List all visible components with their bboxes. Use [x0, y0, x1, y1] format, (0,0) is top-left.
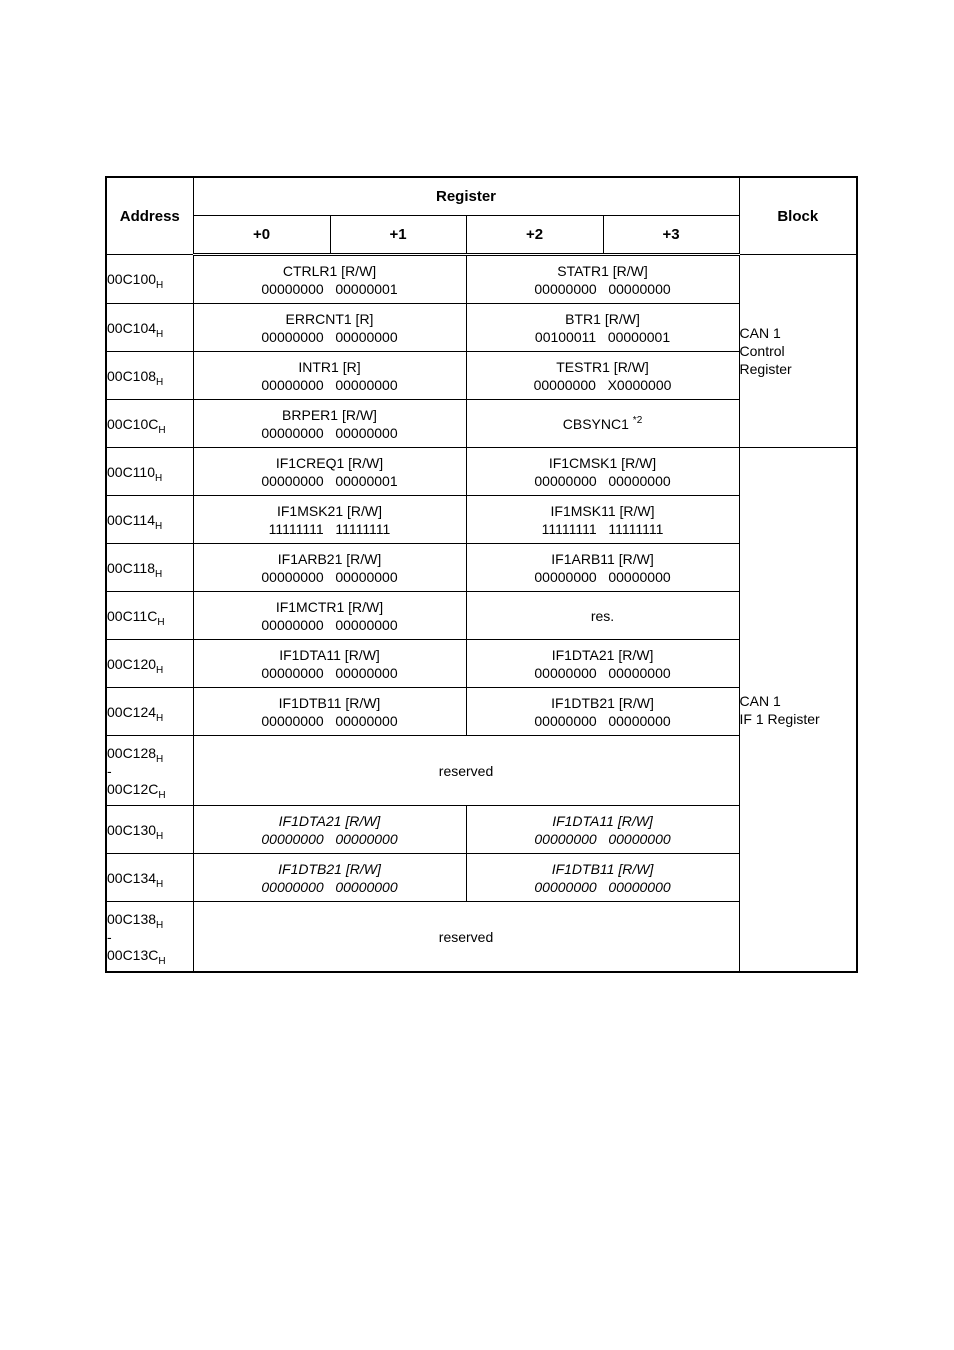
- register-cell: [193, 544, 466, 592]
- register-cell: [193, 688, 466, 736]
- address-value: 00C10C: [107, 415, 159, 432]
- register-name: BTR1 [R/W]: [565, 310, 640, 327]
- reserved-cell: reserved: [193, 736, 739, 806]
- address-value: 00C134: [107, 869, 157, 886]
- register-reset-value: 00000000 00000000: [534, 280, 671, 297]
- block-label-line: CAN 1: [739, 692, 781, 709]
- register-reset-value: 00000000 00000000: [534, 664, 671, 681]
- register-cell: [193, 304, 466, 352]
- footnote-marker: *2: [632, 414, 643, 426]
- register-name: IF1MSK11 [R/W]: [550, 502, 655, 519]
- hex-suffix: H: [155, 568, 163, 580]
- register-reset-value: 00000000 00000000: [534, 878, 671, 895]
- address-cell: [106, 352, 193, 400]
- address-value: 00C11C: [107, 607, 158, 624]
- register-reset-value: 00000000 00000000: [261, 568, 398, 585]
- register-name: IF1DTA11 [R/W]: [279, 646, 380, 663]
- register-cell: [466, 352, 739, 400]
- address-value: 00C138: [107, 910, 157, 927]
- hex-suffix: H: [158, 424, 166, 436]
- address-value: 00C108: [107, 367, 157, 384]
- register-name: IF1DTB11 [R/W]: [551, 860, 654, 877]
- register-name: CBSYNC1: [562, 415, 629, 432]
- hex-suffix: H: [156, 664, 164, 676]
- hex-suffix: H: [155, 520, 163, 532]
- hex-suffix: H: [156, 712, 164, 724]
- address-cell: [106, 496, 193, 544]
- hex-suffix: H: [155, 472, 163, 484]
- register-name: IF1DTB21 [R/W]: [551, 694, 654, 711]
- address-value: 00C104: [107, 319, 157, 336]
- register-cell: [466, 496, 739, 544]
- register-name: IF1DTA11 [R/W]: [552, 812, 653, 829]
- register-reset-value: 00000000 00000000: [534, 568, 671, 585]
- register-cell: [193, 400, 466, 448]
- register-reset-value: 00000000 00000000: [261, 712, 398, 729]
- register-name: IF1DTA21 [R/W]: [278, 812, 381, 829]
- register-name: IF1MCTR1 [R/W]: [275, 598, 384, 615]
- register-reset-value: 00000000 00000000: [261, 830, 398, 847]
- register-rows: [106, 255, 857, 973]
- address-range-dash: -: [107, 762, 112, 779]
- block-label-line: Register: [739, 361, 792, 377]
- register-cell: [466, 400, 739, 448]
- register-name: IF1CREQ1 [R/W]: [275, 454, 384, 471]
- offset-header: +0: [193, 216, 330, 255]
- address-cell: [106, 688, 193, 736]
- register-name: TESTR1 [R/W]: [556, 358, 649, 375]
- address-cell: [106, 902, 193, 973]
- address-cell: [106, 592, 193, 640]
- register-name: IF1CMSK1 [R/W]: [548, 454, 657, 471]
- hex-suffix: H: [156, 753, 164, 765]
- table-row: [106, 255, 857, 304]
- block-cell: [739, 255, 857, 448]
- offset-header: +3: [603, 216, 739, 255]
- hex-suffix: H: [158, 955, 166, 967]
- hex-suffix: H: [157, 616, 165, 628]
- address-cell: [106, 854, 193, 902]
- register-cell: [193, 854, 466, 902]
- address-cell: [106, 544, 193, 592]
- register-name: INTR1 [R]: [298, 358, 361, 375]
- register-reset-value: 11111111 11111111: [268, 520, 391, 537]
- register-reset-value: 00000000 00000001: [261, 280, 398, 297]
- register-cell: [466, 640, 739, 688]
- register-reset-value: 00000000 00000000: [261, 376, 398, 393]
- hex-suffix: H: [156, 830, 164, 842]
- address-header: Address: [106, 177, 193, 255]
- register-cell: [466, 592, 739, 640]
- register-reset-value: 00000000 00000000: [261, 878, 398, 895]
- address-value: 00C110: [107, 463, 156, 480]
- register-reset-value: 11111111 11111111: [541, 520, 664, 537]
- register-reset-value: 00000000 X0000000: [533, 376, 672, 393]
- register-cell: [193, 806, 466, 854]
- register-name: ERRCNT1 [R]: [285, 310, 374, 327]
- hex-suffix: H: [156, 280, 164, 291]
- address-value: 00C12C: [107, 780, 159, 797]
- address-value: 00C100: [107, 271, 157, 287]
- block-label-line: Control: [739, 343, 785, 359]
- register-cell: [193, 448, 466, 496]
- register-name: IF1MSK21 [R/W]: [276, 502, 383, 519]
- offset-header: +2: [466, 216, 603, 255]
- register-name: IF1DTA21 [R/W]: [551, 646, 654, 663]
- register-cell: [466, 544, 739, 592]
- register-reset-value: 00000000 00000001: [261, 472, 398, 489]
- register-map-table: [105, 176, 858, 973]
- hex-suffix: H: [156, 328, 164, 340]
- register-reset-value: 00000000 00000000: [261, 616, 398, 633]
- address-cell: [106, 736, 193, 806]
- hex-suffix: H: [156, 878, 164, 890]
- register-cell: [193, 352, 466, 400]
- register-cell: [193, 592, 466, 640]
- register-reset-value: 00000000 00000000: [261, 424, 398, 441]
- address-range-dash: -: [107, 928, 112, 945]
- address-value: 00C130: [107, 821, 157, 838]
- register-cell: [466, 304, 739, 352]
- register-cell: [466, 255, 739, 304]
- address-value: 00C13C: [107, 946, 159, 963]
- hex-suffix: H: [156, 376, 164, 388]
- table-row: [106, 448, 857, 496]
- offset-header: +1: [330, 216, 466, 255]
- address-value: 00C114: [107, 511, 156, 528]
- register-name: CTRLR1 [R/W]: [282, 262, 377, 279]
- block-cell: [739, 448, 857, 973]
- register-name: IF1ARB11 [R/W]: [551, 550, 654, 567]
- address-value: 00C118: [107, 559, 156, 576]
- address-cell: [106, 640, 193, 688]
- register-name: IF1DTB21 [R/W]: [278, 860, 381, 877]
- register-cell: [466, 688, 739, 736]
- block-header: Block: [739, 177, 857, 255]
- address-cell: [106, 304, 193, 352]
- register-cell: [193, 255, 466, 304]
- register-reset-value: 00000000 00000000: [261, 328, 398, 345]
- register-reset-value: 00000000 00000000: [261, 664, 398, 681]
- register-cell: [466, 854, 739, 902]
- hex-suffix: H: [156, 919, 164, 931]
- register-cell: [466, 806, 739, 854]
- register-reset-value: 00000000 00000000: [534, 830, 671, 847]
- register-name: res.: [590, 607, 615, 624]
- register-header: Register: [193, 177, 739, 216]
- register-cell: [193, 496, 466, 544]
- address-cell: [106, 806, 193, 854]
- register-cell: [193, 640, 466, 688]
- block-label-line: CAN 1: [739, 325, 781, 341]
- register-name: IF1DTB11 [R/W]: [278, 694, 381, 711]
- reserved-cell: reserved: [193, 902, 739, 973]
- address-value: 00C128: [107, 744, 157, 761]
- block-label-line: IF 1 Register: [739, 710, 820, 727]
- register-name: BRPER1 [R/W]: [282, 406, 377, 423]
- register-name: IF1ARB21 [R/W]: [277, 550, 382, 567]
- hex-suffix: H: [158, 789, 166, 801]
- register-reset-value: 00100011 00000001: [534, 328, 671, 345]
- register-reset-value: 00000000 00000000: [534, 712, 671, 729]
- address-value: 00C124: [107, 703, 157, 720]
- register-reset-value: 00000000 00000000: [534, 472, 671, 489]
- register-cell: [466, 448, 739, 496]
- address-value: 00C120: [107, 655, 157, 672]
- register-name: STATR1 [R/W]: [557, 262, 648, 279]
- address-cell: [106, 448, 193, 496]
- address-cell: [106, 255, 193, 304]
- address-cell: [106, 400, 193, 448]
